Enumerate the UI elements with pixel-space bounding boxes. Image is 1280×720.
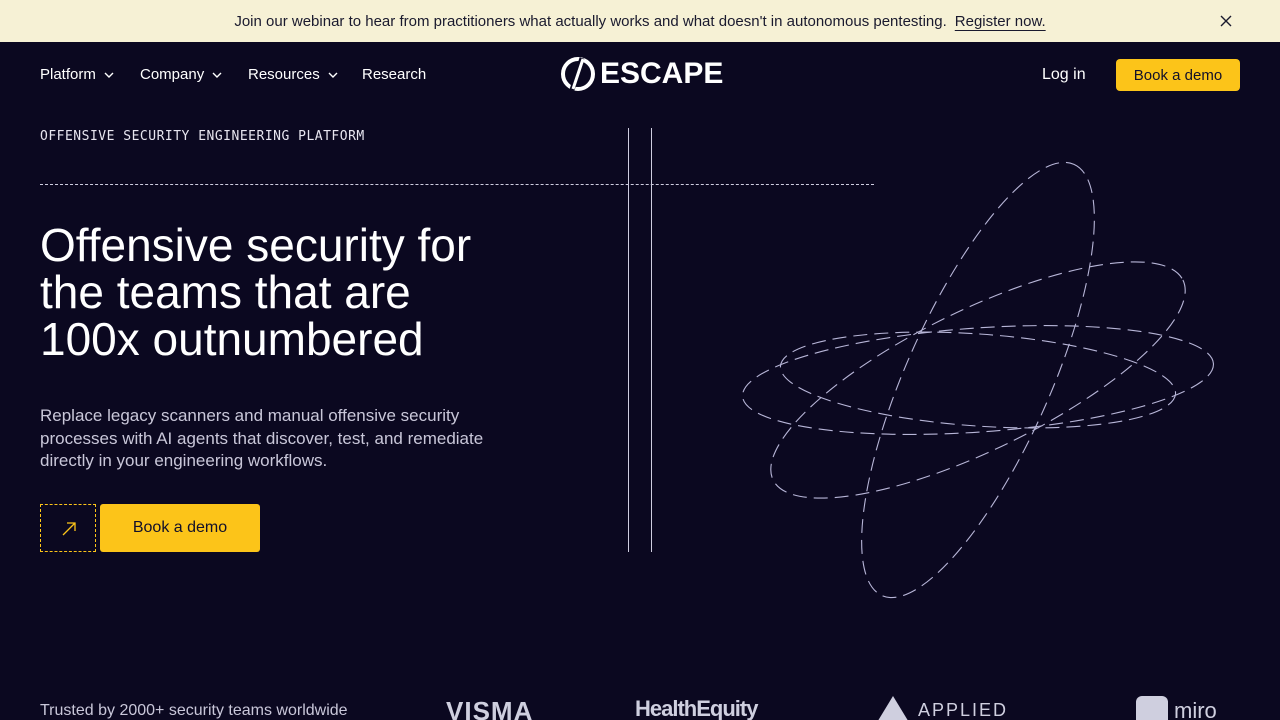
nav-label-company: Company: [140, 66, 205, 83]
hero-headline: [40, 219, 580, 365]
chevron-down-icon: [328, 72, 338, 78]
banner-message: Join our webinar to hear from practitioners what actually works and what doesn't in autonomous pentesting.: [234, 12, 947, 30]
miro-logo-text: miro: [1174, 698, 1217, 720]
vertical-rule: [651, 128, 652, 552]
vertical-rule: [628, 128, 629, 552]
nav-item-research[interactable]: [362, 66, 426, 83]
logo-wordmark: ESCAPE: [600, 57, 724, 90]
miro-logo-mark: [1136, 696, 1168, 720]
visma-logo: VISMA: [446, 696, 534, 720]
arrow-up-right-icon: [61, 521, 77, 537]
headline-line: 100x outnumbered: [40, 313, 424, 365]
escape-logo-mark: [560, 56, 596, 92]
hero-subtext: Replace legacy scanners and manual offensive security processes with AI agents that discover, test, and remediate directly in your engineering workflows.: [40, 406, 484, 470]
applied-logo-text: APPLIED: [918, 699, 1009, 720]
nav-item-resources[interactable]: [248, 66, 338, 83]
nav-label-platform: Platform: [40, 66, 96, 83]
top-navigation: [0, 42, 1280, 108]
book-demo-button-nav[interactable]: Book a demo: [1116, 59, 1240, 91]
nav-label-research: Research: [362, 66, 427, 83]
nav-item-company[interactable]: [140, 66, 222, 83]
applied-logo: [876, 696, 1008, 720]
headline-line: the teams that are: [40, 266, 411, 318]
headline-line: Offensive security for: [40, 219, 472, 271]
nav-label-resources: Resources: [248, 66, 320, 83]
trusted-by-label: Trusted by 2000+ security teams worldwide: [40, 702, 348, 719]
escape-logo[interactable]: [560, 56, 723, 92]
chevron-down-icon: [104, 72, 114, 78]
nav-item-platform[interactable]: [40, 66, 114, 83]
close-icon[interactable]: [1218, 13, 1234, 29]
orbit-illustration: [730, 140, 1240, 620]
applied-logo-mark: [876, 696, 910, 720]
register-link[interactable]: Register now.: [954, 12, 1046, 30]
book-demo-button-hero[interactable]: Book a demo: [100, 504, 260, 552]
hero-eyebrow: OFFENSIVE SECURITY ENGINEERING PLATFORM: [40, 129, 365, 144]
chevron-down-icon: [212, 72, 222, 78]
login-link[interactable]: Log in: [1042, 66, 1086, 83]
arrow-button[interactable]: [40, 504, 96, 552]
miro-logo: [1136, 696, 1217, 720]
healthequity-logo: HealthEquity: [635, 696, 758, 720]
announcement-banner: [0, 0, 1280, 42]
